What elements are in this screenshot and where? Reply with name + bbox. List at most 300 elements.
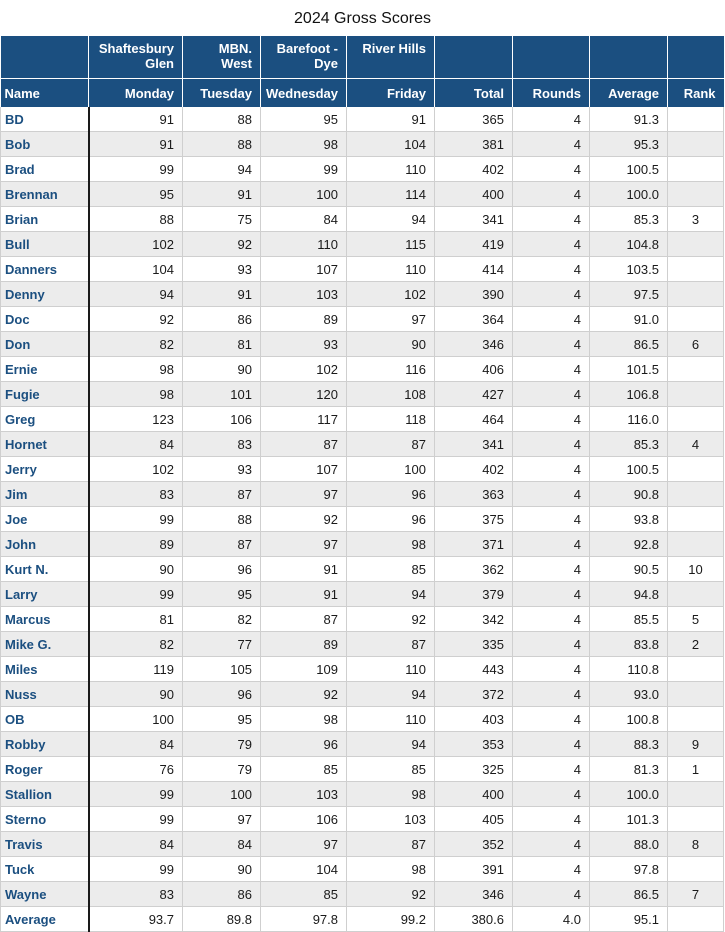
cell-average[interactable]: 116.0 bbox=[590, 407, 668, 432]
cell-total[interactable]: 464 bbox=[435, 407, 513, 432]
cell-friday[interactable]: 114 bbox=[347, 182, 435, 207]
cell-name[interactable]: Brian bbox=[1, 207, 89, 232]
cell-total[interactable]: 443 bbox=[435, 657, 513, 682]
cell-friday[interactable]: 87 bbox=[347, 432, 435, 457]
cell-rounds[interactable]: 4 bbox=[513, 357, 590, 382]
cell-monday[interactable]: 119 bbox=[89, 657, 183, 682]
cell-rounds[interactable]: 4 bbox=[513, 332, 590, 357]
cell-monday[interactable]: 88 bbox=[89, 207, 183, 232]
cell-wednesday[interactable]: 91 bbox=[261, 557, 347, 582]
cell-total[interactable]: 402 bbox=[435, 457, 513, 482]
cell-name[interactable]: Ernie bbox=[1, 357, 89, 382]
cell-name[interactable]: Wayne bbox=[1, 882, 89, 907]
cell-wednesday[interactable]: 92 bbox=[261, 507, 347, 532]
cell-tuesday[interactable]: 91 bbox=[183, 182, 261, 207]
cell-friday[interactable]: 110 bbox=[347, 657, 435, 682]
cell-friday[interactable]: 108 bbox=[347, 382, 435, 407]
cell-name[interactable]: Denny bbox=[1, 282, 89, 307]
cell-total[interactable]: 341 bbox=[435, 432, 513, 457]
cell-name[interactable]: Doc bbox=[1, 307, 89, 332]
cell-rounds[interactable]: 4 bbox=[513, 807, 590, 832]
cell-name[interactable]: Stallion bbox=[1, 782, 89, 807]
cell-name[interactable]: BD bbox=[1, 107, 89, 132]
cell-tuesday[interactable]: 79 bbox=[183, 757, 261, 782]
cell-average[interactable]: 88.0 bbox=[590, 832, 668, 857]
footer-label[interactable]: Average bbox=[1, 907, 89, 932]
cell-tuesday[interactable]: 77 bbox=[183, 632, 261, 657]
cell-average[interactable]: 92.8 bbox=[590, 532, 668, 557]
cell-rounds[interactable]: 4 bbox=[513, 457, 590, 482]
header-total[interactable]: Total bbox=[435, 79, 513, 108]
cell-monday[interactable]: 99 bbox=[89, 582, 183, 607]
cell-total[interactable]: 371 bbox=[435, 532, 513, 557]
cell-tuesday[interactable]: 96 bbox=[183, 682, 261, 707]
cell-rank[interactable] bbox=[668, 257, 724, 282]
cell-rounds[interactable]: 4 bbox=[513, 882, 590, 907]
cell-wednesday[interactable]: 97 bbox=[261, 832, 347, 857]
cell-total[interactable]: 390 bbox=[435, 282, 513, 307]
cell-wednesday[interactable]: 110 bbox=[261, 232, 347, 257]
cell-wednesday[interactable]: 96 bbox=[261, 732, 347, 757]
cell-average[interactable]: 93.0 bbox=[590, 682, 668, 707]
cell-rank[interactable] bbox=[668, 857, 724, 882]
cell-friday[interactable]: 118 bbox=[347, 407, 435, 432]
cell-wednesday[interactable]: 102 bbox=[261, 357, 347, 382]
cell-name[interactable]: John bbox=[1, 532, 89, 557]
cell-wednesday[interactable]: 89 bbox=[261, 307, 347, 332]
cell-rank[interactable] bbox=[668, 357, 724, 382]
cell-average[interactable]: 97.5 bbox=[590, 282, 668, 307]
cell-tuesday[interactable]: 90 bbox=[183, 857, 261, 882]
cell-rank[interactable] bbox=[668, 807, 724, 832]
cell-friday[interactable]: 116 bbox=[347, 357, 435, 382]
cell-name[interactable]: Larry bbox=[1, 582, 89, 607]
cell-wednesday[interactable]: 103 bbox=[261, 782, 347, 807]
cell-monday[interactable]: 84 bbox=[89, 732, 183, 757]
cell-average[interactable]: 95.3 bbox=[590, 132, 668, 157]
cell-rounds[interactable]: 4 bbox=[513, 182, 590, 207]
cell-total[interactable]: 400 bbox=[435, 182, 513, 207]
cell-rank[interactable]: 4 bbox=[668, 432, 724, 457]
cell-tuesday[interactable]: 96 bbox=[183, 557, 261, 582]
cell-tuesday[interactable]: 94 bbox=[183, 157, 261, 182]
cell-wednesday[interactable]: 107 bbox=[261, 257, 347, 282]
cell-friday[interactable]: 91 bbox=[347, 107, 435, 132]
header-rounds[interactable]: Rounds bbox=[513, 79, 590, 108]
cell-rounds[interactable]: 4 bbox=[513, 482, 590, 507]
cell-friday[interactable]: 110 bbox=[347, 157, 435, 182]
cell-total[interactable]: 364 bbox=[435, 307, 513, 332]
cell-tuesday[interactable]: 91 bbox=[183, 282, 261, 307]
cell-rank[interactable] bbox=[668, 682, 724, 707]
cell-tuesday[interactable]: 86 bbox=[183, 307, 261, 332]
cell-rank[interactable]: 3 bbox=[668, 207, 724, 232]
cell-monday[interactable]: 102 bbox=[89, 457, 183, 482]
cell-monday[interactable]: 100 bbox=[89, 707, 183, 732]
cell-rounds[interactable]: 4 bbox=[513, 832, 590, 857]
cell-wednesday[interactable]: 84 bbox=[261, 207, 347, 232]
cell-rounds[interactable]: 4 bbox=[513, 232, 590, 257]
cell-total[interactable]: 427 bbox=[435, 382, 513, 407]
footer-wednesday[interactable]: 97.8 bbox=[261, 907, 347, 932]
cell-monday[interactable]: 123 bbox=[89, 407, 183, 432]
cell-monday[interactable]: 92 bbox=[89, 307, 183, 332]
cell-tuesday[interactable]: 97 bbox=[183, 807, 261, 832]
cell-monday[interactable]: 83 bbox=[89, 882, 183, 907]
cell-total[interactable]: 391 bbox=[435, 857, 513, 882]
footer-rank[interactable] bbox=[668, 907, 724, 932]
cell-wednesday[interactable]: 87 bbox=[261, 607, 347, 632]
cell-total[interactable]: 346 bbox=[435, 332, 513, 357]
cell-average[interactable]: 90.5 bbox=[590, 557, 668, 582]
cell-wednesday[interactable]: 98 bbox=[261, 707, 347, 732]
cell-friday[interactable]: 100 bbox=[347, 457, 435, 482]
cell-rank[interactable]: 6 bbox=[668, 332, 724, 357]
cell-average[interactable]: 83.8 bbox=[590, 632, 668, 657]
cell-monday[interactable]: 99 bbox=[89, 807, 183, 832]
cell-rounds[interactable]: 4 bbox=[513, 107, 590, 132]
cell-friday[interactable]: 104 bbox=[347, 132, 435, 157]
cell-total[interactable]: 365 bbox=[435, 107, 513, 132]
cell-monday[interactable]: 83 bbox=[89, 482, 183, 507]
cell-wednesday[interactable]: 87 bbox=[261, 432, 347, 457]
cell-monday[interactable]: 95 bbox=[89, 182, 183, 207]
cell-name[interactable]: Miles bbox=[1, 657, 89, 682]
cell-friday[interactable]: 115 bbox=[347, 232, 435, 257]
cell-friday[interactable]: 94 bbox=[347, 207, 435, 232]
cell-name[interactable]: Brad bbox=[1, 157, 89, 182]
cell-rounds[interactable]: 4 bbox=[513, 757, 590, 782]
cell-name[interactable]: Tuck bbox=[1, 857, 89, 882]
cell-average[interactable]: 90.8 bbox=[590, 482, 668, 507]
cell-total[interactable]: 419 bbox=[435, 232, 513, 257]
header-average[interactable]: Average bbox=[590, 79, 668, 108]
cell-tuesday[interactable]: 92 bbox=[183, 232, 261, 257]
cell-friday[interactable]: 90 bbox=[347, 332, 435, 357]
cell-friday[interactable]: 87 bbox=[347, 632, 435, 657]
cell-wednesday[interactable]: 85 bbox=[261, 757, 347, 782]
cell-rounds[interactable]: 4 bbox=[513, 207, 590, 232]
cell-friday[interactable]: 96 bbox=[347, 482, 435, 507]
cell-tuesday[interactable]: 75 bbox=[183, 207, 261, 232]
cell-average[interactable]: 91.0 bbox=[590, 307, 668, 332]
cell-tuesday[interactable]: 87 bbox=[183, 482, 261, 507]
cell-wednesday[interactable]: 91 bbox=[261, 582, 347, 607]
cell-average[interactable]: 110.8 bbox=[590, 657, 668, 682]
cell-rounds[interactable]: 4 bbox=[513, 132, 590, 157]
cell-monday[interactable]: 90 bbox=[89, 557, 183, 582]
cell-monday[interactable]: 99 bbox=[89, 157, 183, 182]
cell-total[interactable]: 375 bbox=[435, 507, 513, 532]
cell-friday[interactable]: 98 bbox=[347, 857, 435, 882]
cell-friday[interactable]: 98 bbox=[347, 532, 435, 557]
cell-name[interactable]: Kurt N. bbox=[1, 557, 89, 582]
cell-rounds[interactable]: 4 bbox=[513, 657, 590, 682]
cell-friday[interactable]: 94 bbox=[347, 682, 435, 707]
cell-rank[interactable] bbox=[668, 582, 724, 607]
cell-total[interactable]: 381 bbox=[435, 132, 513, 157]
cell-monday[interactable]: 98 bbox=[89, 357, 183, 382]
cell-monday[interactable]: 89 bbox=[89, 532, 183, 557]
cell-rounds[interactable]: 4 bbox=[513, 632, 590, 657]
cell-rank[interactable] bbox=[668, 532, 724, 557]
cell-monday[interactable]: 94 bbox=[89, 282, 183, 307]
cell-average[interactable]: 86.5 bbox=[590, 332, 668, 357]
header-wednesday[interactable]: Wednesday bbox=[261, 79, 347, 108]
cell-rank[interactable] bbox=[668, 307, 724, 332]
cell-rounds[interactable]: 4 bbox=[513, 532, 590, 557]
header-name[interactable]: Name bbox=[1, 79, 89, 108]
header-monday[interactable]: Monday bbox=[89, 79, 183, 108]
cell-tuesday[interactable]: 93 bbox=[183, 457, 261, 482]
cell-rounds[interactable]: 4 bbox=[513, 257, 590, 282]
cell-wednesday[interactable]: 120 bbox=[261, 382, 347, 407]
cell-monday[interactable]: 76 bbox=[89, 757, 183, 782]
cell-total[interactable]: 406 bbox=[435, 357, 513, 382]
cell-tuesday[interactable]: 86 bbox=[183, 882, 261, 907]
cell-friday[interactable]: 103 bbox=[347, 807, 435, 832]
cell-average[interactable]: 100.0 bbox=[590, 182, 668, 207]
cell-average[interactable]: 103.5 bbox=[590, 257, 668, 282]
cell-name[interactable]: Sterno bbox=[1, 807, 89, 832]
cell-wednesday[interactable]: 98 bbox=[261, 132, 347, 157]
cell-friday[interactable]: 85 bbox=[347, 757, 435, 782]
cell-rank[interactable] bbox=[668, 282, 724, 307]
cell-friday[interactable]: 110 bbox=[347, 257, 435, 282]
cell-tuesday[interactable]: 105 bbox=[183, 657, 261, 682]
cell-wednesday[interactable]: 97 bbox=[261, 482, 347, 507]
cell-total[interactable]: 342 bbox=[435, 607, 513, 632]
cell-tuesday[interactable]: 95 bbox=[183, 582, 261, 607]
header-rank[interactable]: Rank bbox=[668, 79, 724, 108]
cell-friday[interactable]: 87 bbox=[347, 832, 435, 857]
cell-tuesday[interactable]: 106 bbox=[183, 407, 261, 432]
header-tuesday[interactable]: Tuesday bbox=[183, 79, 261, 108]
cell-rounds[interactable]: 4 bbox=[513, 382, 590, 407]
cell-monday[interactable]: 84 bbox=[89, 432, 183, 457]
cell-rounds[interactable]: 4 bbox=[513, 307, 590, 332]
cell-average[interactable]: 104.8 bbox=[590, 232, 668, 257]
cell-total[interactable]: 346 bbox=[435, 882, 513, 907]
cell-tuesday[interactable]: 88 bbox=[183, 507, 261, 532]
cell-monday[interactable]: 90 bbox=[89, 682, 183, 707]
cell-total[interactable]: 335 bbox=[435, 632, 513, 657]
cell-total[interactable]: 403 bbox=[435, 707, 513, 732]
cell-rank[interactable] bbox=[668, 182, 724, 207]
cell-average[interactable]: 81.3 bbox=[590, 757, 668, 782]
cell-name[interactable]: Don bbox=[1, 332, 89, 357]
cell-monday[interactable]: 82 bbox=[89, 632, 183, 657]
cell-rounds[interactable]: 4 bbox=[513, 407, 590, 432]
cell-rank[interactable] bbox=[668, 457, 724, 482]
cell-average[interactable]: 101.5 bbox=[590, 357, 668, 382]
cell-monday[interactable]: 98 bbox=[89, 382, 183, 407]
cell-rounds[interactable]: 4 bbox=[513, 607, 590, 632]
cell-tuesday[interactable]: 87 bbox=[183, 532, 261, 557]
cell-friday[interactable]: 97 bbox=[347, 307, 435, 332]
cell-average[interactable]: 94.8 bbox=[590, 582, 668, 607]
cell-average[interactable]: 86.5 bbox=[590, 882, 668, 907]
cell-wednesday[interactable]: 99 bbox=[261, 157, 347, 182]
cell-rank[interactable] bbox=[668, 482, 724, 507]
cell-rounds[interactable]: 4 bbox=[513, 432, 590, 457]
cell-monday[interactable]: 82 bbox=[89, 332, 183, 357]
header-friday[interactable]: Friday bbox=[347, 79, 435, 108]
cell-monday[interactable]: 99 bbox=[89, 507, 183, 532]
cell-rounds[interactable]: 4 bbox=[513, 782, 590, 807]
cell-wednesday[interactable]: 100 bbox=[261, 182, 347, 207]
cell-friday[interactable]: 110 bbox=[347, 707, 435, 732]
cell-rank[interactable] bbox=[668, 157, 724, 182]
cell-total[interactable]: 400 bbox=[435, 782, 513, 807]
cell-total[interactable]: 363 bbox=[435, 482, 513, 507]
cell-rank[interactable] bbox=[668, 132, 724, 157]
cell-total[interactable]: 414 bbox=[435, 257, 513, 282]
cell-wednesday[interactable]: 109 bbox=[261, 657, 347, 682]
cell-name[interactable]: Danners bbox=[1, 257, 89, 282]
cell-average[interactable]: 85.5 bbox=[590, 607, 668, 632]
cell-wednesday[interactable]: 85 bbox=[261, 882, 347, 907]
cell-wednesday[interactable]: 106 bbox=[261, 807, 347, 832]
cell-tuesday[interactable]: 100 bbox=[183, 782, 261, 807]
cell-name[interactable]: Greg bbox=[1, 407, 89, 432]
cell-tuesday[interactable]: 81 bbox=[183, 332, 261, 357]
cell-total[interactable]: 362 bbox=[435, 557, 513, 582]
cell-friday[interactable]: 94 bbox=[347, 732, 435, 757]
cell-rounds[interactable]: 4 bbox=[513, 582, 590, 607]
cell-total[interactable]: 341 bbox=[435, 207, 513, 232]
cell-monday[interactable]: 99 bbox=[89, 857, 183, 882]
cell-total[interactable]: 372 bbox=[435, 682, 513, 707]
cell-friday[interactable]: 94 bbox=[347, 582, 435, 607]
cell-average[interactable]: 100.5 bbox=[590, 157, 668, 182]
cell-rounds[interactable]: 4 bbox=[513, 282, 590, 307]
cell-tuesday[interactable]: 82 bbox=[183, 607, 261, 632]
cell-wednesday[interactable]: 97 bbox=[261, 532, 347, 557]
cell-rank[interactable] bbox=[668, 382, 724, 407]
cell-average[interactable]: 106.8 bbox=[590, 382, 668, 407]
cell-total[interactable]: 405 bbox=[435, 807, 513, 832]
cell-average[interactable]: 100.8 bbox=[590, 707, 668, 732]
cell-average[interactable]: 93.8 bbox=[590, 507, 668, 532]
cell-tuesday[interactable]: 90 bbox=[183, 357, 261, 382]
cell-monday[interactable]: 81 bbox=[89, 607, 183, 632]
cell-total[interactable]: 353 bbox=[435, 732, 513, 757]
cell-rounds[interactable]: 4 bbox=[513, 857, 590, 882]
cell-wednesday[interactable]: 93 bbox=[261, 332, 347, 357]
footer-friday[interactable]: 99.2 bbox=[347, 907, 435, 932]
cell-average[interactable]: 100.5 bbox=[590, 457, 668, 482]
cell-name[interactable]: Joe bbox=[1, 507, 89, 532]
cell-friday[interactable]: 92 bbox=[347, 607, 435, 632]
cell-name[interactable]: Mike G. bbox=[1, 632, 89, 657]
cell-average[interactable]: 100.0 bbox=[590, 782, 668, 807]
cell-name[interactable]: Marcus bbox=[1, 607, 89, 632]
cell-rounds[interactable]: 4 bbox=[513, 157, 590, 182]
cell-monday[interactable]: 102 bbox=[89, 232, 183, 257]
cell-wednesday[interactable]: 95 bbox=[261, 107, 347, 132]
cell-rank[interactable] bbox=[668, 507, 724, 532]
cell-friday[interactable]: 92 bbox=[347, 882, 435, 907]
cell-total[interactable]: 325 bbox=[435, 757, 513, 782]
cell-friday[interactable]: 85 bbox=[347, 557, 435, 582]
cell-tuesday[interactable]: 88 bbox=[183, 132, 261, 157]
footer-tuesday[interactable]: 89.8 bbox=[183, 907, 261, 932]
cell-monday[interactable]: 84 bbox=[89, 832, 183, 857]
cell-rounds[interactable]: 4 bbox=[513, 557, 590, 582]
cell-name[interactable]: OB bbox=[1, 707, 89, 732]
cell-wednesday[interactable]: 107 bbox=[261, 457, 347, 482]
cell-name[interactable]: Travis bbox=[1, 832, 89, 857]
cell-monday[interactable]: 91 bbox=[89, 132, 183, 157]
cell-tuesday[interactable]: 84 bbox=[183, 832, 261, 857]
footer-average[interactable]: 95.1 bbox=[590, 907, 668, 932]
cell-rounds[interactable]: 4 bbox=[513, 732, 590, 757]
cell-total[interactable]: 352 bbox=[435, 832, 513, 857]
cell-monday[interactable]: 104 bbox=[89, 257, 183, 282]
cell-total[interactable]: 402 bbox=[435, 157, 513, 182]
cell-tuesday[interactable]: 88 bbox=[183, 107, 261, 132]
cell-rank[interactable] bbox=[668, 782, 724, 807]
cell-average[interactable]: 85.3 bbox=[590, 207, 668, 232]
cell-rank[interactable] bbox=[668, 707, 724, 732]
cell-name[interactable]: Nuss bbox=[1, 682, 89, 707]
cell-rank[interactable]: 9 bbox=[668, 732, 724, 757]
cell-rounds[interactable]: 4 bbox=[513, 507, 590, 532]
cell-total[interactable]: 379 bbox=[435, 582, 513, 607]
cell-rank[interactable] bbox=[668, 107, 724, 132]
cell-tuesday[interactable]: 83 bbox=[183, 432, 261, 457]
cell-rank[interactable] bbox=[668, 407, 724, 432]
cell-average[interactable]: 88.3 bbox=[590, 732, 668, 757]
cell-wednesday[interactable]: 92 bbox=[261, 682, 347, 707]
footer-monday[interactable]: 93.7 bbox=[89, 907, 183, 932]
cell-friday[interactable]: 98 bbox=[347, 782, 435, 807]
cell-friday[interactable]: 102 bbox=[347, 282, 435, 307]
cell-rank[interactable]: 1 bbox=[668, 757, 724, 782]
cell-tuesday[interactable]: 93 bbox=[183, 257, 261, 282]
cell-wednesday[interactable]: 104 bbox=[261, 857, 347, 882]
cell-name[interactable]: Jerry bbox=[1, 457, 89, 482]
cell-name[interactable]: Bull bbox=[1, 232, 89, 257]
cell-tuesday[interactable]: 79 bbox=[183, 732, 261, 757]
cell-average[interactable]: 85.3 bbox=[590, 432, 668, 457]
footer-rounds[interactable]: 4.0 bbox=[513, 907, 590, 932]
cell-name[interactable]: Robby bbox=[1, 732, 89, 757]
cell-rank[interactable]: 5 bbox=[668, 607, 724, 632]
cell-tuesday[interactable]: 101 bbox=[183, 382, 261, 407]
cell-rank[interactable]: 7 bbox=[668, 882, 724, 907]
cell-name[interactable]: Jim bbox=[1, 482, 89, 507]
cell-wednesday[interactable]: 89 bbox=[261, 632, 347, 657]
cell-name[interactable]: Fugie bbox=[1, 382, 89, 407]
cell-average[interactable]: 91.3 bbox=[590, 107, 668, 132]
cell-wednesday[interactable]: 117 bbox=[261, 407, 347, 432]
cell-monday[interactable]: 99 bbox=[89, 782, 183, 807]
cell-rounds[interactable]: 4 bbox=[513, 682, 590, 707]
cell-name[interactable]: Brennan bbox=[1, 182, 89, 207]
cell-rank[interactable] bbox=[668, 657, 724, 682]
cell-rank[interactable] bbox=[668, 232, 724, 257]
cell-name[interactable]: Roger bbox=[1, 757, 89, 782]
cell-rank[interactable]: 2 bbox=[668, 632, 724, 657]
cell-name[interactable]: Hornet bbox=[1, 432, 89, 457]
cell-name[interactable]: Bob bbox=[1, 132, 89, 157]
cell-rank[interactable]: 10 bbox=[668, 557, 724, 582]
cell-friday[interactable]: 96 bbox=[347, 507, 435, 532]
cell-average[interactable]: 97.8 bbox=[590, 857, 668, 882]
footer-total[interactable]: 380.6 bbox=[435, 907, 513, 932]
